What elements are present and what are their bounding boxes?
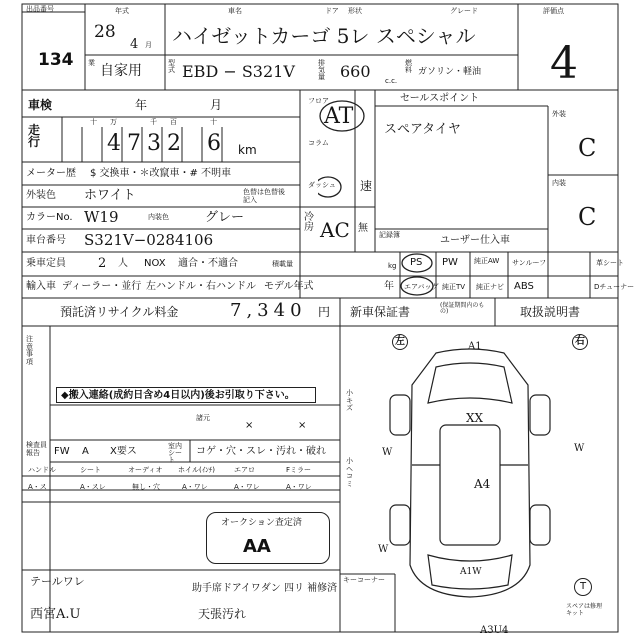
- equip-pw: PW: [442, 257, 458, 268]
- row2-2: 無し・穴: [132, 483, 160, 491]
- warranty-note: (保証期間内のもの): [440, 302, 485, 315]
- model-value: EBD − S321V: [182, 62, 295, 81]
- row2-4: A・ワレ: [234, 483, 260, 491]
- right-side-mark: 右: [572, 334, 588, 350]
- month-unit: 月: [145, 41, 152, 49]
- auction-stamp-label: オークション査定済: [221, 518, 302, 528]
- exterior-color-value: ホワイト: [84, 188, 136, 203]
- transmission: AT: [324, 104, 354, 129]
- usage-label: 自家用: [100, 63, 142, 79]
- capacity-unit: 人: [118, 258, 128, 269]
- row1-1: シート: [80, 466, 101, 474]
- checklist-label: 検査員報告: [26, 441, 47, 457]
- doors-label: ドア: [325, 7, 339, 15]
- displacement-value: 660: [340, 62, 371, 81]
- recycle-label: 預託済リサイクル料金: [60, 305, 179, 319]
- interior-grade-label: 内装: [552, 179, 566, 187]
- interior-color-value: グレー: [205, 210, 245, 225]
- row1-0: ハンドル: [28, 466, 56, 474]
- equip-abs: ABS: [514, 281, 534, 292]
- handle-value: 左ハンドル・右ハンドル: [146, 281, 256, 292]
- shift-floor: フロア: [308, 97, 329, 105]
- chassis-value: S321V−0284106: [84, 231, 214, 249]
- shaken-label: 車検: [28, 98, 53, 112]
- mods-label: 諸元: [196, 414, 210, 422]
- record-book-label: 記録簿: [379, 231, 400, 239]
- equip-tuner: Dチューナー: [594, 283, 635, 291]
- notes-side-label: 注意事項: [26, 335, 33, 367]
- year-label: 年式: [115, 7, 129, 15]
- mileage-digit-0: 4: [107, 131, 121, 156]
- shape-label: 形状: [348, 7, 362, 15]
- nox-label: NOX: [144, 258, 166, 269]
- row1-2: オーディオ: [128, 466, 163, 474]
- check-a: A: [82, 446, 89, 457]
- row2-3: A・ワレ: [182, 483, 208, 491]
- mileage-digit-4: 6: [207, 131, 221, 156]
- row2-5: A・ワレ: [286, 483, 312, 491]
- spare-mark: T: [574, 578, 592, 596]
- left-side-mark: 左: [392, 334, 408, 350]
- shaken-month-unit: 月: [210, 98, 223, 112]
- hand-circles: [400, 252, 472, 298]
- sales-point-label: セールスポイント: [400, 93, 480, 104]
- mileage-unit: km: [238, 143, 257, 157]
- sales-point-text: スペアタイヤ: [384, 122, 461, 137]
- cc-unit: c.c.: [385, 77, 398, 85]
- equip-tv: 純正TV: [442, 283, 466, 291]
- mileage-place-3: 百: [170, 118, 177, 126]
- load-unit: kg: [388, 262, 397, 270]
- fuel-label: 燃料: [405, 59, 412, 74]
- interior-color-label: 内装色: [148, 213, 169, 221]
- car-name-label: 車名: [228, 7, 242, 15]
- remark-line-3: 助手席ドアイワダン 四リ 補修済: [192, 583, 338, 594]
- meter-value: $ 交換車・＊改竄車・# 不明車: [90, 168, 232, 179]
- exterior-grade-label: 外装: [552, 110, 566, 118]
- lot-number: 134: [38, 50, 74, 70]
- remark-line-4: 天張汚れ: [198, 607, 247, 621]
- import-value: ディーラー・並行: [62, 281, 142, 292]
- row1-3: ホイル(ｲﾝﾁ): [178, 466, 215, 474]
- check-x: X要ス: [110, 446, 137, 457]
- mileage-place-1: 万: [110, 118, 117, 126]
- key-corner-label: キーコーナー: [343, 576, 385, 584]
- speed-label: 速: [360, 179, 373, 193]
- ac-none: 無: [358, 223, 368, 234]
- ac-value: AC: [320, 218, 350, 242]
- equip-navi: 純正ナビ: [476, 283, 504, 291]
- usage-type-label: 業: [88, 59, 95, 67]
- exterior-grade: C: [578, 134, 597, 162]
- nox-value: 適合・不適合: [178, 258, 238, 269]
- mileage-place-2: 千: [150, 118, 157, 126]
- mileage-place-4: 十: [210, 118, 217, 126]
- auction-stamp: [206, 512, 330, 564]
- score-value: 4: [550, 38, 578, 89]
- spare-note: スペアは修理キット: [566, 603, 603, 618]
- year-value: 28: [94, 22, 116, 42]
- row1-4: エアロ: [234, 466, 255, 474]
- at-circle: [318, 100, 368, 210]
- warranty-label: 新車保証書: [350, 305, 411, 319]
- exterior-color-label: 外装色: [26, 190, 56, 201]
- mileage-digit-2: 3: [147, 131, 161, 156]
- model-year-label: モデル年式: [264, 281, 314, 292]
- row2-1: A・スレ: [80, 483, 106, 491]
- score-label: 評価点: [543, 7, 564, 15]
- notes-banner: ◆搬入連絡(成約日含め4日以内)後お引取り下さい。: [61, 390, 295, 401]
- grade-label: グレード: [450, 7, 478, 15]
- diag-code-6: W: [574, 443, 585, 454]
- color-no-value: W19: [84, 208, 119, 226]
- color-no-label: カラーNo.: [26, 212, 73, 223]
- interior-grade: C: [578, 203, 597, 231]
- shift-dash: ダッシュ: [308, 181, 336, 189]
- exterior-color-note: 色替は色替後記入: [243, 188, 285, 205]
- equip-ps: PS: [410, 257, 423, 268]
- capacity-label: 乗車定員: [26, 258, 66, 269]
- shift-column: コラム: [308, 139, 329, 147]
- user-repair: ユーザー仕入車: [440, 235, 510, 246]
- displacement-label: 排気量: [318, 59, 325, 81]
- diag-code-0: A1: [468, 341, 482, 352]
- diag-code-1: XX: [466, 411, 484, 425]
- auction-grade: AA: [243, 536, 271, 557]
- diag-code-7: W: [378, 544, 389, 555]
- diag-code-4: A3U4: [480, 625, 509, 636]
- import-label: 輸入車: [26, 281, 56, 292]
- check-damage: コゲ・穴・スレ・汚れ・破れ: [196, 446, 326, 457]
- small-dent-label: 小ヘコミ: [346, 457, 353, 489]
- model-year-unit: 年: [384, 281, 394, 292]
- equip-leather: 革シート: [596, 259, 624, 267]
- equip-sunroof: サンルーフ: [512, 259, 547, 267]
- diag-code-3: A1W: [460, 567, 482, 577]
- check-fw: FW: [54, 446, 70, 457]
- car-name: ハイゼットカーゴ 5レ スペシャル: [172, 24, 476, 48]
- recycle-unit: 円: [318, 305, 331, 319]
- diag-code-5: W: [382, 447, 393, 458]
- equip-aw: 純正AW: [474, 257, 500, 265]
- shaken-year-unit: 年: [135, 98, 148, 112]
- row2-0: A・ス: [28, 483, 47, 491]
- recycle-value: 7,340: [230, 300, 307, 321]
- month-value: 4: [130, 37, 139, 52]
- x-mark-0: ×: [245, 420, 254, 431]
- small-scratch-label: 小キズ: [346, 389, 353, 413]
- remark-line-2: 西宮A.U: [30, 607, 81, 622]
- manual-label: 取扱説明書: [520, 305, 581, 319]
- mileage-digit-3: 2: [167, 131, 181, 156]
- mileage-place-0: 十: [90, 118, 97, 126]
- chassis-label: 車台番号: [26, 235, 66, 246]
- lot-number-label: 出品番号: [26, 5, 54, 13]
- ac-label: 冷房: [304, 212, 314, 233]
- mileage-label: 走行: [28, 123, 41, 149]
- row1-5: Fミラー: [286, 466, 312, 474]
- check-interior: 室内シート: [168, 442, 182, 464]
- equip-airbag: エアバッグ: [404, 283, 439, 291]
- model-label: 型式: [168, 59, 175, 74]
- fuel-value: ガソリン・軽油: [418, 67, 482, 77]
- notes-banner-box: [56, 387, 316, 403]
- x-mark-1: ×: [298, 420, 307, 431]
- mileage-digit-1: 7: [127, 131, 141, 156]
- diag-code-2: A4: [474, 477, 491, 491]
- load-label: 積載量: [272, 260, 293, 268]
- remark-line-1: テールワレ: [30, 575, 85, 588]
- capacity-value: 2: [98, 256, 107, 271]
- meter-label: メーター歴: [26, 168, 76, 179]
